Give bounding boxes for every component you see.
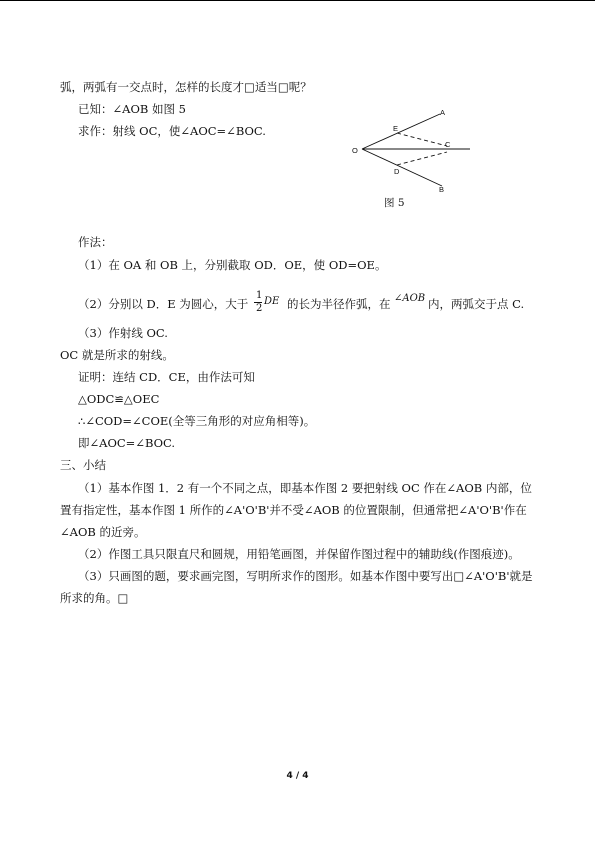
summary-1-line-2: 置有指定性，基本作图 1 所作的∠A'O'B'并不受∠AOB 的位置限制，但通常把∠A'O'B'作在 [60, 503, 527, 517]
conclusion-line: OC 就是所求的射线。 [60, 348, 174, 362]
given-line: 已知：∠AOB 如图 5 [78, 102, 186, 116]
label-O: O [352, 146, 358, 155]
summary-3-line-2: 所求的角。□ [60, 591, 129, 605]
label-B: B [439, 185, 445, 194]
segment-DC [397, 152, 447, 165]
fraction-half-de [252, 290, 282, 316]
label-C: C [445, 140, 451, 149]
geometry-diagram [362, 114, 470, 186]
result-line: 即∠AOC=∠BOC. [78, 436, 176, 450]
step-2-part-a: （2）分别以 D．E 为圆心，大于 [78, 297, 249, 311]
fraction-denominator: 2 [256, 303, 263, 314]
top-rule [0, 0, 595, 1]
summary-2: （2）作图工具只限直尺和圆规，用铅笔画图，并保留作图过程中的辅助线(作图痕迹)。 [78, 547, 520, 561]
step-2-part-b: 的长为半径作弧，在 [287, 297, 391, 311]
step-1: （1）在 OA 和 OB 上，分别截取 OD．OE，使 OD=OE。 [78, 258, 387, 272]
label-A: A [440, 108, 446, 117]
ray-OA [362, 114, 440, 149]
summary-1-line-3: ∠AOB 的近旁。 [60, 525, 146, 539]
figure-caption: 图 5 [384, 197, 405, 209]
section-heading-summary: 三、小结 [60, 458, 106, 472]
step-3: （3）作射线 OC. [78, 326, 168, 340]
page-number: 4 / 4 [286, 771, 309, 781]
summary-3-line-1: （3）只画图的题，要求画完图，写明所求作的图形。如基本作图中要写出□∠A'O'B'就是 [78, 569, 533, 583]
angle-aob-inline: ∠AOB [394, 293, 426, 304]
congruence-line: △ODC≌△OEC [78, 392, 160, 406]
method-heading: 作法： [78, 235, 113, 249]
ray-OB [362, 149, 442, 186]
text-line-1: 弧，两弧有一交点时，怎样的长度才□适当□呢？ [60, 80, 312, 94]
summary-1-line-1: （1）基本作图 1．2 有一个不同之点，即基本作图 2 要把射线 OC 作在∠AOB 内部，位 [78, 481, 532, 495]
task-line: 求作：射线 OC，使∠AOC=∠BOC. [78, 124, 266, 138]
therefore-line: ∴∠COD=∠COE(全等三角形的对应角相等)。 [78, 414, 316, 428]
segment-EC [397, 133, 447, 146]
fraction-numerator: 1 [256, 290, 263, 301]
figure-5 [352, 104, 482, 214]
fraction-variable: DE [264, 296, 280, 307]
label-E: E [393, 124, 399, 133]
proof-line: 证明：连结 CD．CE，由作法可知 [78, 370, 255, 384]
label-D: D [394, 167, 400, 176]
step-2-part-c: 内，两弧交于点 C. [428, 297, 525, 311]
